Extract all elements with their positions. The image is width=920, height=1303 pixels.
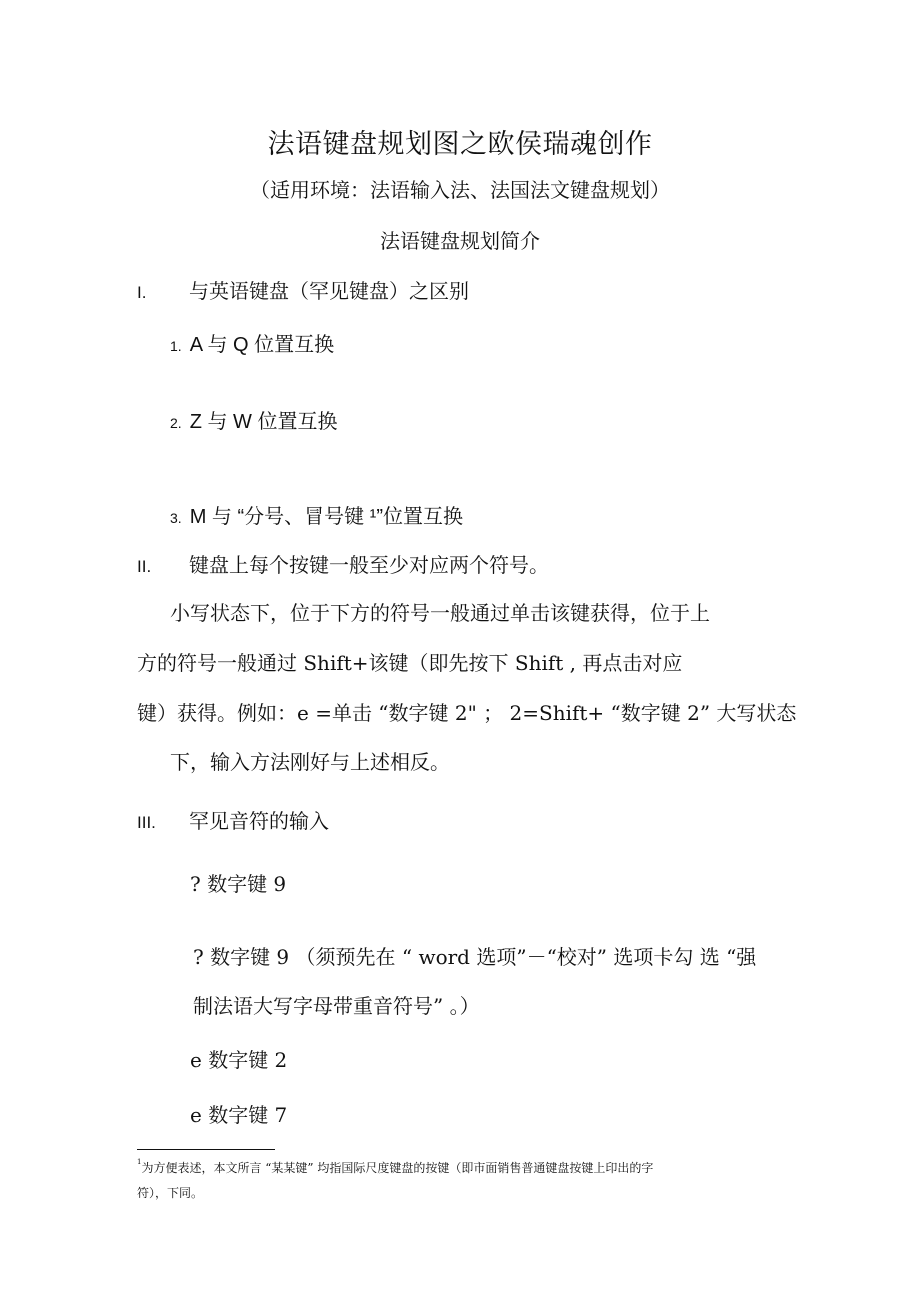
list-item [170,328,334,357]
section-heading-1 [137,275,469,304]
section-heading-2 [137,549,549,578]
list-item [170,500,463,529]
list-item-text: A 与 Q 位置互换 [189,334,335,356]
document-title: 法语键盘规划图之欧侯瑞魂创作 [267,129,653,160]
accent-entry-continued: 制法语大写字母带重音符号” 。） [193,994,480,1018]
paragraph-line: 方的符号一般通过 Shift+该键（即先按下 Shift , 再点击对应 [137,651,683,675]
section-heading-text: 键盘上每个按键一般至少对应两个符号。 [189,553,549,577]
list-item-text: M 与 “分号、冒号键 ¹”位置互换 [189,506,463,528]
footnote-separator [137,1149,275,1150]
accent-entry: e 数字键 2 [190,1048,288,1072]
footnote-line [137,1159,653,1176]
section-number: I. [137,283,147,302]
accent-entry: ? 数字键 9 [190,872,287,896]
footnote-text: 为方便表述，本文所言 “某某键” 均指国际尺度键盘的按键（即市面销售普通键盘按键上印出的字 [141,1161,654,1175]
section-title: 法语键盘规划简介 [380,229,540,253]
section-number: II. [137,557,152,576]
footnote-marker: 1 [137,1158,142,1166]
list-item-number: 2. [170,415,182,431]
accent-entry: ? 数字键 9 （须预先在 “ word 选项”－“校对” 选项卡勾 选 “强 [193,945,757,969]
section-heading-3 [137,805,329,834]
section-heading-text: 与英语键盘（罕见键盘）之区别 [189,279,469,303]
paragraph-line: 下，输入方法刚好与上述相反。 [170,750,450,774]
list-item-text: Z 与 W 位置互换 [189,411,338,433]
paragraph-line: 小写状态下，位于下方的符号一般通过单击该键获得，位于上 [170,601,710,625]
footnote-line: 符），下同。 [137,1186,204,1200]
list-item-number: 3. [170,510,182,526]
paragraph-line: 键）获得。例如：e =单击 “数字键 2" ； 2=Shift+ “数字键 2” 大写状态 [137,701,797,725]
section-heading-text: 罕见音符的输入 [189,809,329,833]
list-item-number: 1. [170,338,182,354]
document-subtitle: （适用环境：法语输入法、法国法文键盘规划） [250,178,670,202]
list-item [170,405,337,434]
section-number: III. [137,813,156,832]
accent-entry: e 数字键 7 [190,1103,288,1127]
